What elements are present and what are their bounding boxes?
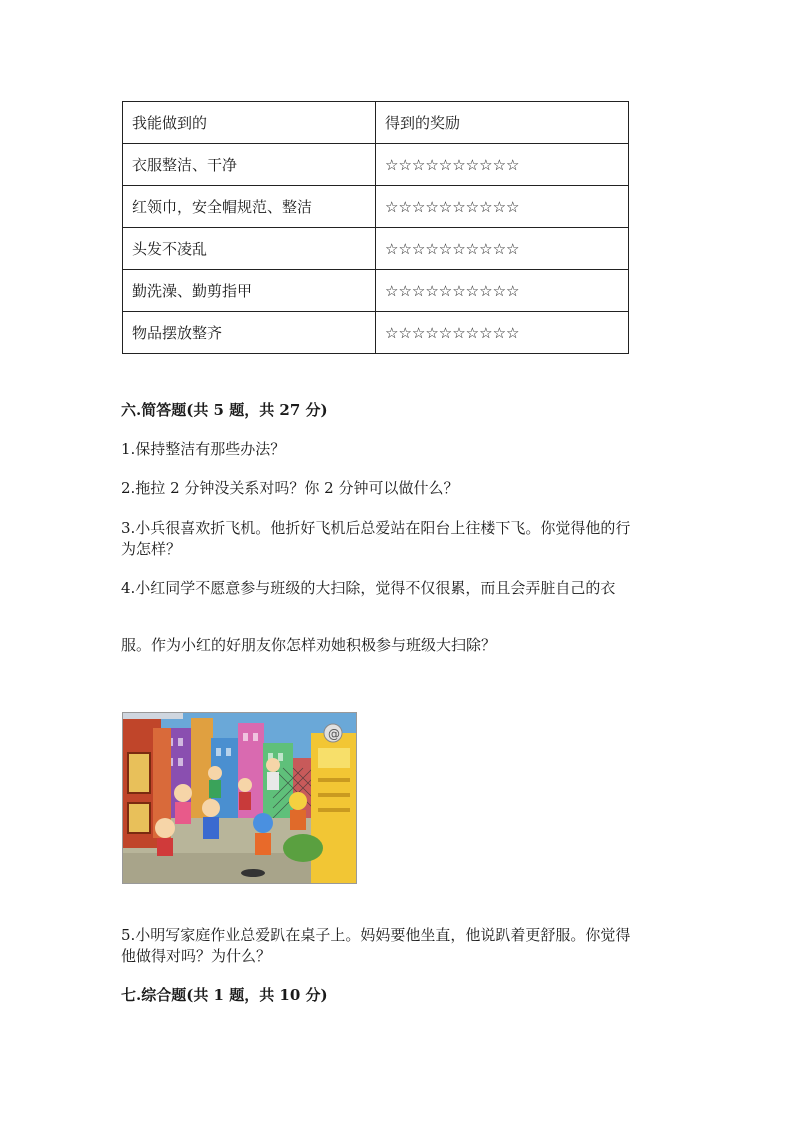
- table-header-cell: 得到的奖励: [376, 102, 629, 144]
- table-cell-reward: ☆☆☆☆☆☆☆☆☆☆: [376, 270, 629, 312]
- table-header-cell: 我能做到的: [123, 102, 376, 144]
- table-row: [123, 144, 629, 186]
- table-cell-item: 红领巾，安全帽规范、整洁: [123, 186, 376, 228]
- table-row: [123, 270, 629, 312]
- section-7-heading: 七.综合题(共 1 题，共 10 分): [121, 986, 328, 1004]
- table-row: [123, 312, 629, 354]
- question-1: 1.保持整洁有那些办法？: [121, 440, 286, 458]
- question-4-line-1: 4.小红同学不愿意参与班级的大扫除，觉得不仅很累，而且会弄脏自己的衣: [121, 579, 616, 597]
- table-header-row: [123, 102, 629, 144]
- table-cell-reward: ☆☆☆☆☆☆☆☆☆☆: [376, 186, 629, 228]
- reward-table: [122, 101, 629, 354]
- table-cell-item: 物品摆放整齐: [123, 312, 376, 354]
- illustration-svg: [123, 713, 356, 883]
- table-cell-reward: ☆☆☆☆☆☆☆☆☆☆: [376, 312, 629, 354]
- table-cell-item: 勤洗澡、勤剪指甲: [123, 270, 376, 312]
- question-4-line-2: 服。作为小红的好朋友你怎样劝她积极参与班级大扫除？: [121, 636, 497, 654]
- table-cell-item: 头发不凌乱: [123, 228, 376, 270]
- question-5-line-2: 他做得对吗？为什么？: [121, 947, 272, 965]
- question-3-line-2: 为怎样？: [121, 540, 182, 558]
- question-2: 2.拖拉 2 分钟没关系对吗？你 2 分钟可以做什么？: [121, 479, 459, 497]
- table-row: [123, 228, 629, 270]
- question-5-line-1: 5.小明写家庭作业总爱趴在桌子上。妈妈要他坐直，他说趴着更舒服。你觉得: [121, 926, 631, 944]
- table-cell-reward: ☆☆☆☆☆☆☆☆☆☆: [376, 144, 629, 186]
- question-3-line-1: 3.小兵很喜欢折飞机。他折好飞机后总爱站在阳台上往楼下飞。你觉得他的行: [121, 519, 631, 537]
- table-cell-reward: ☆☆☆☆☆☆☆☆☆☆: [376, 228, 629, 270]
- section-6-heading: 六.简答题(共 5 题，共 27 分): [121, 401, 328, 419]
- cartoon-children-playground-illustration: [122, 712, 357, 884]
- table-row: [123, 186, 629, 228]
- table-cell-item: 衣服整洁、干净: [123, 144, 376, 186]
- svg-text:@: @: [328, 727, 340, 741]
